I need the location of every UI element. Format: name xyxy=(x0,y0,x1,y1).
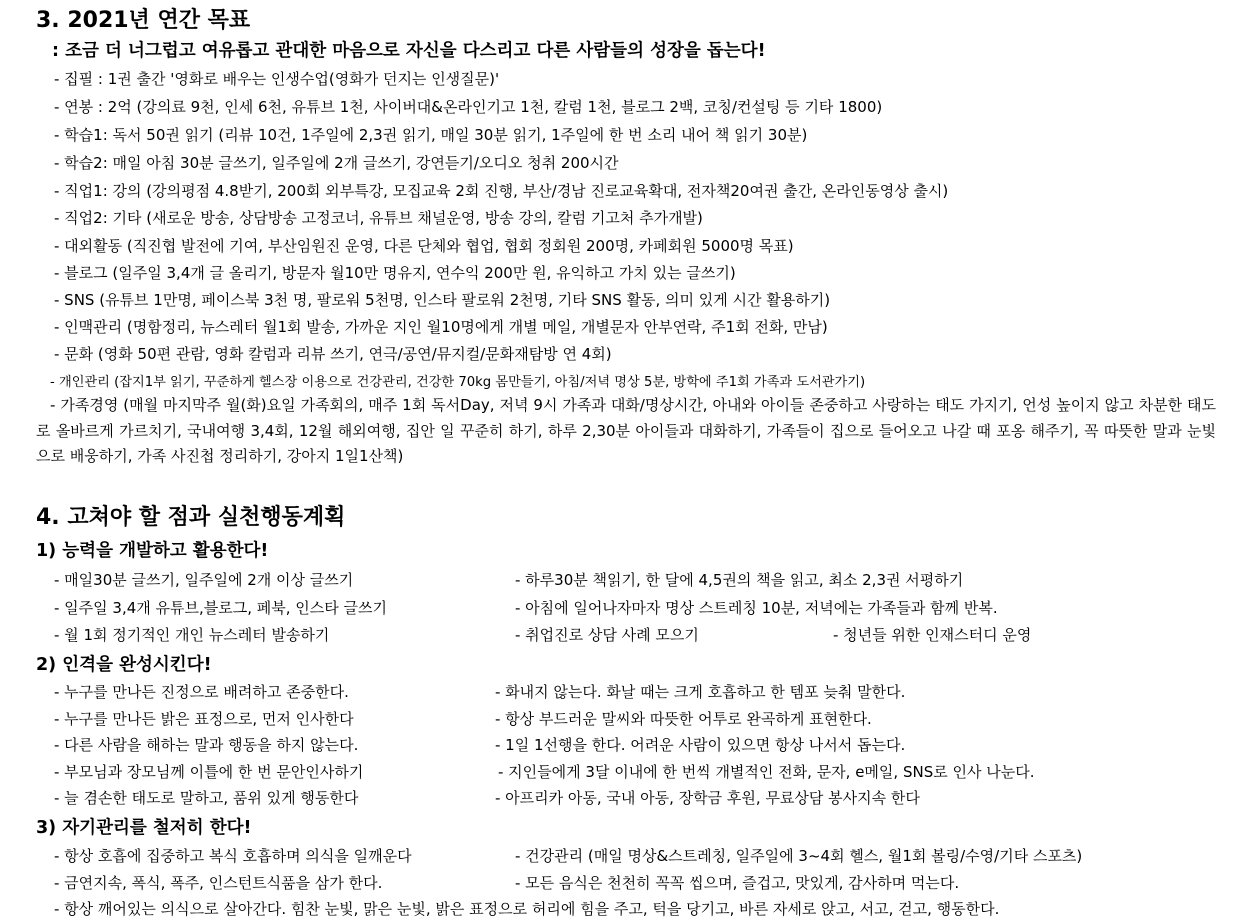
ability-item: - 청년들 위한 인재스터디 운영 xyxy=(833,626,1032,644)
ability-item: - 아침에 일어나자마자 명상 스트레칭 10분, 저녁에는 가족들과 함께 반복. xyxy=(515,599,998,617)
section3-motto: : 조금 더 너그럽고 여유롭고 관대한 마음으로 자신을 다스리고 다른 사람들의 성장을 돕는다! xyxy=(52,41,766,61)
character-item: - 누구를 만나든 진정으로 배려하고 존중한다. xyxy=(54,683,349,701)
character-item: - 누구를 만나든 밝은 표정으로, 먼저 인사한다 xyxy=(54,710,354,728)
ability-item: - 일주일 3,4개 유튜브,블로그, 페북, 인스타 글쓰기 xyxy=(54,599,388,617)
selfcare-item: - 항상 호흡에 집중하고 복식 호흡하며 의식을 일깨운다 xyxy=(54,847,412,865)
ability-item: - 하루30분 책읽기, 한 달에 4,5권의 책을 읽고, 최소 2,3권 서평하기 xyxy=(515,571,964,589)
selfcare-item: - 항상 깨어있는 의식으로 살아간다. 힘찬 눈빛, 맑은 눈빛, 밝은 표정으로 허리에 힘을 주고, 턱을 당기고, 바른 자세로 앉고, 서고, 걷고, 행동한다. xyxy=(54,900,1000,918)
subsection-ability-title: 1) 능력을 개발하고 활용한다! xyxy=(36,541,269,561)
character-item: - 부모님과 장모님께 이틀에 한 번 문안인사하기 xyxy=(54,763,364,781)
character-item: - 1일 1선행을 한다. 어려운 사람이 있으면 항상 나서서 돕는다. xyxy=(495,736,906,754)
goal-item: - 직업2: 기타 (새로운 방송, 상담방송 고정코너, 유튜브 채널운영, 방송 강의, 칼럼 기고처 추가개발) xyxy=(54,209,703,227)
subsection-character-title: 2) 인격을 완성시킨다! xyxy=(36,655,212,675)
character-item: - 아프리카 아동, 국내 아동, 장학금 후원, 무료상담 봉사지속 한다 xyxy=(495,789,920,807)
ability-item: - 월 1회 정기적인 개인 뉴스레터 발송하기 xyxy=(54,626,330,644)
goal-item: - 집필 : 1권 출간 '영화로 배우는 인생수업(영화가 던지는 인생질문)' xyxy=(54,70,500,88)
goal-item-personal: - 개인관리 (잡지1부 읽기, 꾸준하게 헬스장 이용으로 건강관리, 건강한 70kg 몸만들기, 아침/저녁 명상 5분, 방학에 주1회 가족과 도서관가기) xyxy=(50,375,866,390)
selfcare-item: - 금연지속, 폭식, 폭주, 인스턴트식품을 삼가 한다. xyxy=(54,874,383,892)
character-item: - 다른 사람을 해하는 말과 행동을 하지 않는다. xyxy=(54,736,359,754)
goal-item: - 직업1: 강의 (강의평점 4.8받기, 200회 외부특강, 모집교육 2회 진행, 부산/경남 진로교육확대, 전자책20여권 출간, 온라인동영상 출시) xyxy=(54,182,949,200)
ability-item: - 매일30분 글쓰기, 일주일에 2개 이상 글쓰기 xyxy=(54,571,354,589)
character-item: - 항상 부드러운 말씨와 따뜻한 어투로 완곡하게 표현한다. xyxy=(495,710,872,728)
goal-item: - 문화 (영화 50편 관람, 영화 칼럼과 리뷰 쓰기, 연극/공연/뮤지컬/문화재탐방 연 4회) xyxy=(54,345,612,363)
character-item: - 늘 겸손한 태도로 말하고, 품위 있게 행동한다 xyxy=(54,789,359,807)
goal-item-family: - 가족경영 (매월 마지막주 월(화)요일 가족회의, 매주 1회 독서Day, 저녁 9시 가족과 대화/명상시간, 아내와 아이들 존중하고 사랑하는 태도 가지기, 언성 높이지 않고 차분한 태도로 올바르게 가르치기, 국내여행 3,4회, 12월 해외여행, 집안 일 꾸준히 하기, 하루 2,30분 아이들과 대화하기, 가족들이 집으로 들어오고 나갈 때 포옹 해주기, 꼭 따뜻한 말과 눈빛으로 배웅하기, 가족 사진첩 정리하기, 강아지 1일1산책) xyxy=(36,396,1216,465)
goal-item: - SNS (유튜브 1만명, 페이스북 3천 명, 팔로워 5천명, 인스타 팔로워 2천명, 기타 SNS 활동, 의미 있게 시간 활용하기) xyxy=(54,291,831,309)
goal-item: - 인맥관리 (명함정리, 뉴스레터 월1회 발송, 가까운 지인 월10명에게 개별 메일, 개별문자 안부연락, 주1회 전화, 만남) xyxy=(54,318,828,336)
goal-item: - 학습2: 매일 아침 30분 글쓰기, 일주일에 2개 글쓰기, 강연듣기/오디오 청취 200시간 xyxy=(54,154,619,172)
section3-title: 3. 2021년 연간 목표 xyxy=(36,8,251,33)
ability-item: - 취업진로 상담 사례 모으기 xyxy=(515,626,699,644)
goal-item: - 연봉 : 2억 (강의료 9천, 인세 6천, 유튜브 1천, 사이버대&온라인기고 1천, 칼럼 1천, 블로그 2백, 코칭/컨설팅 등 기타 1800) xyxy=(54,98,883,116)
goal-item: - 대외활동 (직진협 발전에 기여, 부산임원진 운영, 다른 단체와 협업, 협회 정회원 200명, 카페회원 5000명 목표) xyxy=(54,237,794,255)
selfcare-item: - 건강관리 (매일 명상&스트레칭, 일주일에 3~4회 헬스, 월1회 볼링/수영/기타 스포츠) xyxy=(515,847,1083,865)
character-item: - 화내지 않는다. 화날 때는 크게 호흡하고 한 템포 늦춰 말한다. xyxy=(495,683,906,701)
character-item: - 지인들에게 3달 이내에 한 번씩 개별적인 전화, 문자, e메일, SNS로 인사 나눈다. xyxy=(498,763,1035,781)
goal-item: - 학습1: 독서 50권 읽기 (리뷰 10건, 1주일에 2,3권 읽기, 매일 30분 읽기, 1주일에 한 번 소리 내어 책 읽기 30분) xyxy=(54,126,808,144)
selfcare-item: - 모든 음식은 천천히 꼭꼭 씹으며, 즐겁고, 맛있게, 감사하며 먹는다. xyxy=(515,874,960,892)
goal-item: - 블로그 (일주일 3,4개 글 올리기, 방문자 월10만 명유지, 연수익 200만 원, 유익하고 가치 있는 글쓰기) xyxy=(54,264,736,282)
subsection-selfcare-title: 3) 자기관리를 철저히 한다! xyxy=(36,818,252,838)
section4-title: 4. 고쳐야 할 점과 실천행동계획 xyxy=(36,505,346,530)
